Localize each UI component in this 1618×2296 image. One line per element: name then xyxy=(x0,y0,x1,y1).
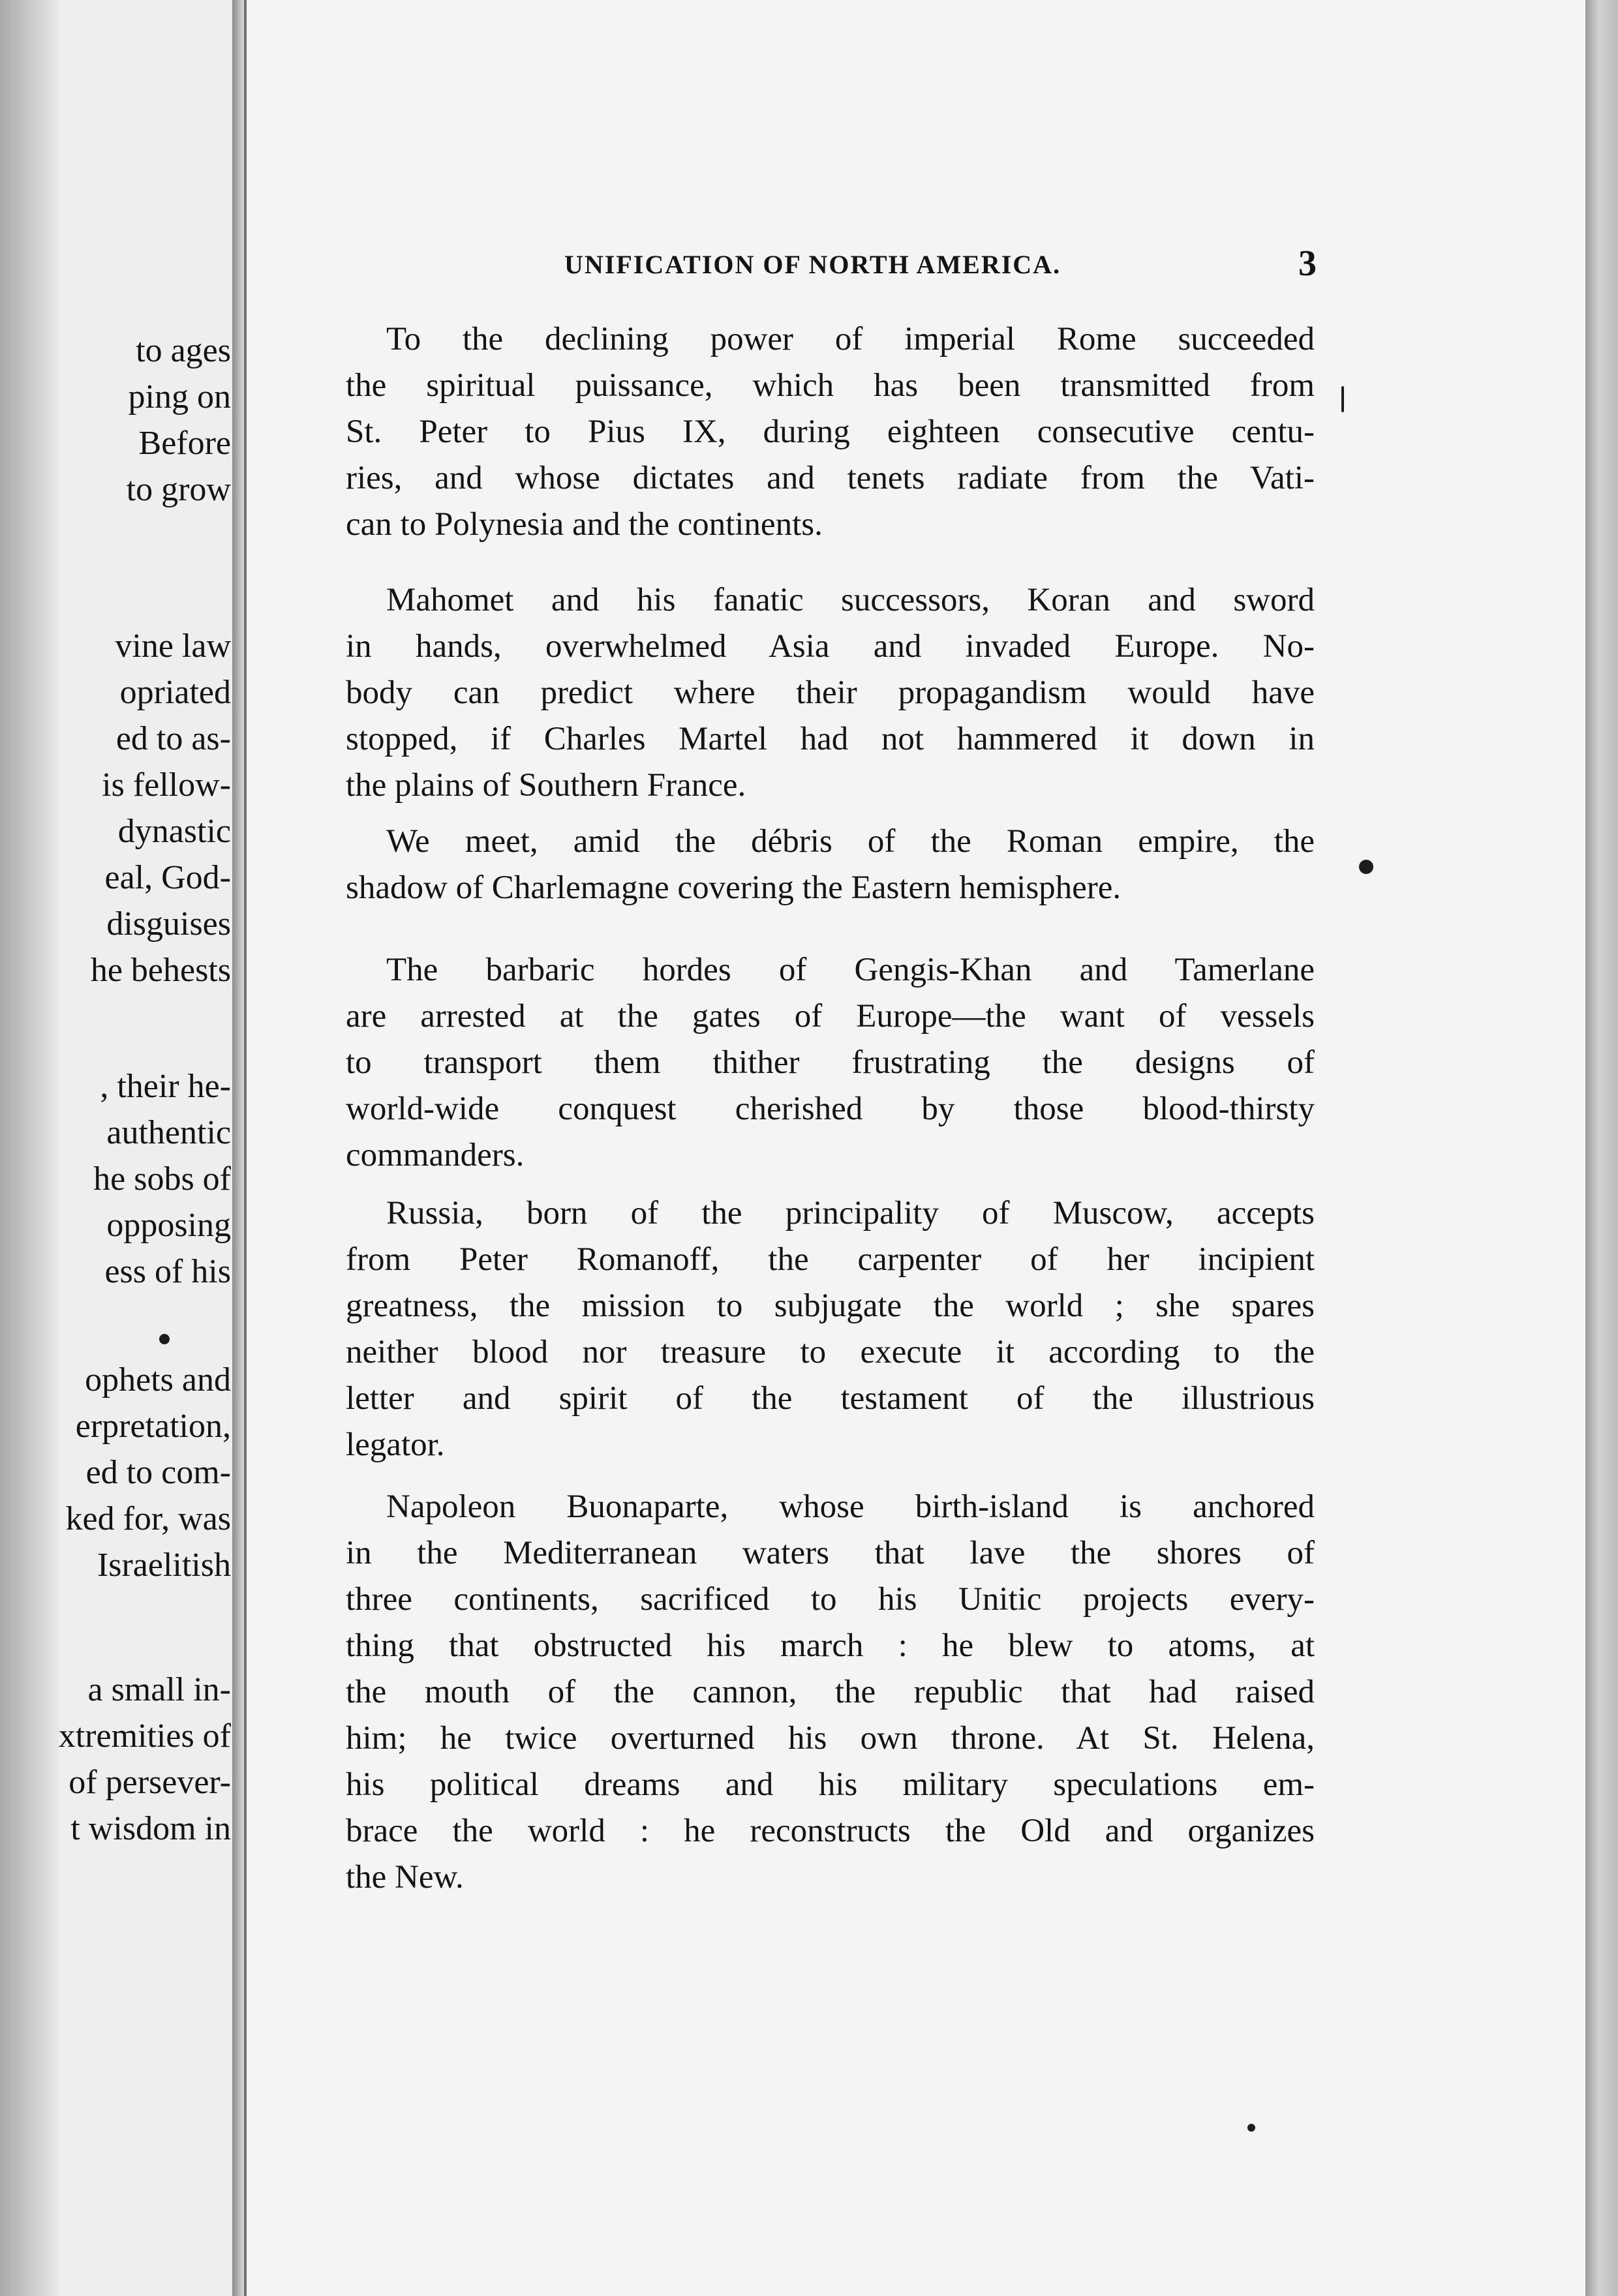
left-fragment-line: ed to com- xyxy=(85,1454,231,1491)
left-fragment-line: t wisdom in xyxy=(70,1810,231,1847)
text-line: ries, and whose dictates and tenets radiate from the Vati- xyxy=(346,460,1315,496)
text-line: Mahomet and his fanatic successors, Koran and sword xyxy=(386,582,1315,618)
text-line: him; he twice overturned his own throne. At St. Helena, xyxy=(346,1720,1315,1757)
text-line: commanders. xyxy=(346,1137,525,1173)
text-line: Napoleon Buonaparte, whose birth-island is anchored xyxy=(386,1488,1315,1525)
left-fragment-line: to ages xyxy=(136,332,231,369)
text-line: in hands, overwhelmed Asia and invaded Europe. No- xyxy=(346,628,1315,665)
left-fragment-line: erpretation, xyxy=(75,1408,231,1445)
left-fragment-line: of persever- xyxy=(69,1764,231,1801)
left-fragment-line: ophets and xyxy=(85,1361,231,1398)
text-line: the spiritual puissance, which has been transmitted from xyxy=(346,367,1315,404)
left-fragment-line: Israelitish xyxy=(97,1547,231,1584)
text-line: the New. xyxy=(346,1859,464,1896)
left-fragment-line: opposing xyxy=(106,1207,231,1244)
left-fragment-line: is fellow- xyxy=(102,766,231,804)
left-page-fragment xyxy=(0,0,235,2296)
left-fragment-line: Before xyxy=(138,425,231,462)
text-line: legator. xyxy=(346,1427,445,1463)
text-line: his political dreams and his military speculations em- xyxy=(346,1766,1315,1803)
text-line: three continents, sacrificed to his Unitic projects every- xyxy=(346,1581,1315,1618)
text-line: in the Mediterranean waters that lave the shores of xyxy=(346,1535,1315,1571)
left-fragment-line: he behests xyxy=(90,952,231,989)
text-line: brace the world : he reconstructs the Old and organizes xyxy=(346,1813,1315,1849)
text-line: are arrested at the gates of Europe—the want of vessels xyxy=(346,998,1315,1035)
page-number: 3 xyxy=(1298,243,1317,284)
ink-speck xyxy=(1341,386,1344,412)
text-line: letter and spirit of the testament of the illustrious xyxy=(346,1380,1315,1417)
book-gutter xyxy=(232,0,244,2296)
text-line: from Peter Romanoff, the carpenter of her incipient xyxy=(346,1241,1315,1278)
text-line: The barbaric hordes of Gengis-Khan and Tamerlane xyxy=(386,952,1315,988)
left-fragment-line: to grow xyxy=(126,471,231,508)
ink-speck xyxy=(1247,2124,1255,2132)
left-fragment-line: vine law xyxy=(115,627,231,665)
text-line: the mouth of the cannon, the republic that had raised xyxy=(346,1674,1315,1710)
left-fragment-line: disguises xyxy=(106,905,231,943)
text-line: greatness, the mission to subjugate the world ; she spares xyxy=(346,1288,1315,1324)
text-line: We meet, amid the débris of the Roman empire, the xyxy=(386,823,1315,860)
left-fragment-line: xtremities of xyxy=(58,1717,231,1755)
left-fragment-line: dynastic xyxy=(117,813,231,850)
ink-speck xyxy=(1359,860,1373,874)
left-fragment-line: , their he- xyxy=(100,1068,231,1105)
text-line: To the declining power of imperial Rome succeeded xyxy=(386,321,1315,357)
text-line: neither blood nor treasure to execute it according to the xyxy=(346,1334,1315,1370)
left-fragment-line: authentic xyxy=(106,1114,231,1151)
running-head: UNIFICATION OF NORTH AMERICA. xyxy=(564,250,1061,279)
page-edge xyxy=(1585,0,1618,2296)
left-fragment-line: opriated xyxy=(119,674,231,711)
text-line: Russia, born of the principality of Muscow, accepts xyxy=(386,1195,1315,1231)
left-fragment-line: a small in- xyxy=(87,1671,231,1708)
ink-speck xyxy=(159,1334,170,1344)
text-line: to transport them thither frustrating the designs of xyxy=(346,1044,1315,1081)
text-line: the plains of Southern France. xyxy=(346,767,746,804)
left-fragment-line: ess of his xyxy=(104,1253,231,1290)
text-line: shadow of Charlemagne covering the Eastern hemisphere. xyxy=(346,869,1122,906)
text-line: thing that obstructed his march : he blew to atoms, at xyxy=(346,1627,1315,1664)
left-fragment-line: ed to as- xyxy=(115,720,231,757)
text-line: stopped, if Charles Martel had not hammered it down in xyxy=(346,721,1315,757)
left-fragment-line: ping on xyxy=(128,378,231,415)
left-fragment-line: eal, God- xyxy=(104,859,231,896)
text-line: can to Polynesia and the continents. xyxy=(346,506,823,543)
left-fragment-line: he sobs of xyxy=(93,1160,231,1198)
text-line: St. Peter to Pius IX, during eighteen consecutive centu- xyxy=(346,414,1315,450)
text-line: body can predict where their propagandism would have xyxy=(346,674,1315,711)
text-line: world-wide conquest cherished by those blood-thirsty xyxy=(346,1091,1315,1127)
left-fragment-line: ked for, was xyxy=(65,1500,231,1537)
